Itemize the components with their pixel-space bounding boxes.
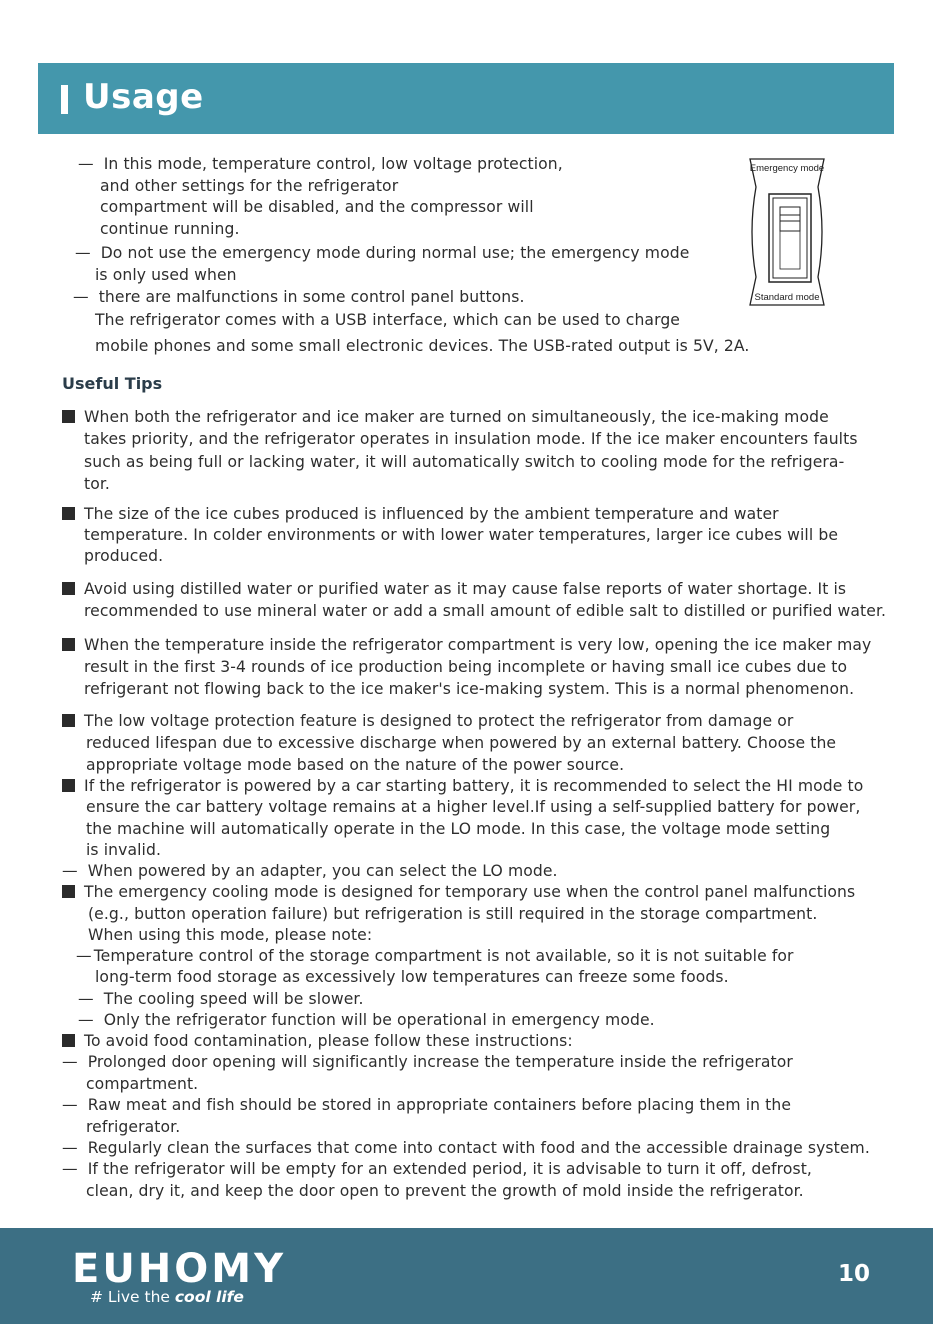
- bullet-square-icon: [62, 885, 75, 898]
- brand-logo: EUHOMY: [72, 1246, 287, 1292]
- tip-line: — Regularly clean the surfaces that come into contact with food and the accessible drainage system.: [62, 1139, 870, 1157]
- tip-line: (e.g., button operation failure) but refrigeration is still required in the storage compartment.: [88, 905, 818, 923]
- dash-marker: —: [78, 155, 94, 173]
- tip-line: — Raw meat and fish should be stored in appropriate containers before placing them in the: [62, 1096, 792, 1114]
- dash-marker: —: [78, 990, 94, 1008]
- tip-line: — Prolonged door opening will significantly increase the temperature inside the refrigerator: [62, 1053, 793, 1071]
- bullet-square-icon: [62, 410, 75, 423]
- tip-line: Avoid using distilled water or purified water as it may cause false reports of water shortage. It is: [62, 580, 846, 598]
- tip-line: takes priority, and the refrigerator operates in insulation mode. If the ice maker encounters faults: [84, 430, 858, 448]
- tip-line: — The cooling speed will be slower.: [78, 990, 364, 1008]
- intro-line: continue running.: [100, 220, 240, 238]
- tip-line: temperature. In colder environments or with lower water temperatures, larger ice cubes will be: [84, 526, 839, 544]
- useful-tips-heading: Useful Tips: [62, 374, 163, 393]
- tip-line: If the refrigerator is powered by a car starting battery, it is recommended to select the HI mode to: [62, 777, 863, 795]
- tip-line: The size of the ice cubes produced is influenced by the ambient temperature and water: [62, 505, 779, 523]
- dash-marker: —: [62, 1139, 78, 1157]
- tip-line: recommended to use mineral water or add a small amount of edible salt to distilled or purified water.: [84, 602, 887, 620]
- emergency-mode-label: Emergency mode: [749, 163, 825, 174]
- tip-line: result in the first 3-4 rounds of ice production being incomplete or having small ice cubes due to: [84, 658, 848, 676]
- tip-line: refrigerant not flowing back to the ice maker's ice-making system. This is a normal phenomenon.: [84, 680, 855, 698]
- dash-marker: —: [62, 1053, 78, 1071]
- tip-line: The emergency cooling mode is designed for temporary use when the control panel malfunctions: [62, 883, 855, 901]
- tip-line: clean, dry it, and keep the door open to prevent the growth of mold inside the refrigerator.: [86, 1182, 804, 1200]
- mode-switch-illustration: [746, 157, 828, 307]
- tip-line: such as being full or lacking water, it will automatically switch to cooling mode for the refrigera-: [84, 453, 845, 471]
- dash-marker: —: [62, 862, 78, 880]
- intro-line: and other settings for the refrigerator: [100, 177, 399, 195]
- tip-line: refrigerator.: [86, 1118, 181, 1136]
- brand-tagline: # Live the cool life: [90, 1288, 244, 1306]
- bullet-square-icon: [62, 507, 75, 520]
- section-title: Usage: [83, 77, 204, 117]
- tip-line: — When powered by an adapter, you can select the LO mode.: [62, 862, 558, 880]
- tip-line: the machine will automatically operate in the LO mode. In this case, the voltage mode setting: [86, 820, 831, 838]
- tip-line: The low voltage protection feature is designed to protect the refrigerator from damage or: [62, 712, 793, 730]
- section-header: [38, 63, 894, 134]
- tip-line: — Temperature control of the storage compartment is not available, so it is not suitable for: [76, 947, 794, 965]
- standard-mode-label: Standard mode: [754, 292, 820, 303]
- intro-line: compartment will be disabled, and the compressor will: [100, 198, 534, 216]
- intro-line: — In this mode, temperature control, low voltage protection,: [78, 155, 563, 173]
- dash-marker: —: [62, 1096, 78, 1114]
- page-footer: [0, 1228, 933, 1324]
- header-accent-bar: [61, 85, 68, 114]
- tip-line: — Only the refrigerator function will be operational in emergency mode.: [78, 1011, 655, 1029]
- dash-marker: —: [75, 244, 91, 262]
- tip-line: ensure the car battery voltage remains at a higher level.If using a self-supplied battery for power,: [86, 798, 861, 816]
- intro-line: — there are malfunctions in some control panel buttons.: [73, 288, 525, 306]
- tip-line: When both the refrigerator and ice maker are turned on simultaneously, the ice-making mode: [62, 408, 829, 426]
- bullet-square-icon: [62, 714, 75, 727]
- tip-line: long-term food storage as excessively low temperatures can freeze some foods.: [95, 968, 729, 986]
- tip-line: compartment.: [86, 1075, 199, 1093]
- bullet-square-icon: [62, 779, 75, 792]
- tip-line: produced.: [84, 547, 164, 565]
- tip-line: appropriate voltage mode based on the nature of the power source.: [86, 756, 625, 774]
- bullet-square-icon: [62, 582, 75, 595]
- tip-line: When the temperature inside the refrigerator compartment is very low, opening the ice maker may: [62, 636, 871, 654]
- page-number: 10: [838, 1261, 871, 1287]
- dash-marker: —: [62, 1160, 78, 1178]
- tip-line: reduced lifespan due to excessive discharge when powered by an external battery. Choose the: [86, 734, 837, 752]
- intro-line: is only used when: [95, 266, 237, 284]
- mode-switch-diagram: [746, 157, 828, 307]
- tip-line: When using this mode, please note:: [88, 926, 373, 944]
- intro-line: — Do not use the emergency mode during normal use; the emergency mode: [75, 244, 690, 262]
- dash-marker: —: [76, 947, 92, 965]
- tip-line: To avoid food contamination, please follow these instructions:: [62, 1032, 573, 1050]
- dash-marker: —: [78, 1011, 94, 1029]
- tip-line: tor.: [84, 475, 110, 493]
- tip-line: — If the refrigerator will be empty for an extended period, it is advisable to turn it off, defrost,: [62, 1160, 812, 1178]
- bullet-square-icon: [62, 1034, 75, 1047]
- intro-line: mobile phones and some small electronic devices. The USB-rated output is 5V, 2A.: [95, 337, 750, 355]
- tip-line: is invalid.: [86, 841, 162, 859]
- bullet-square-icon: [62, 638, 75, 651]
- intro-line: The refrigerator comes with a USB interface, which can be used to charge: [95, 311, 681, 329]
- dash-marker: —: [73, 288, 89, 306]
